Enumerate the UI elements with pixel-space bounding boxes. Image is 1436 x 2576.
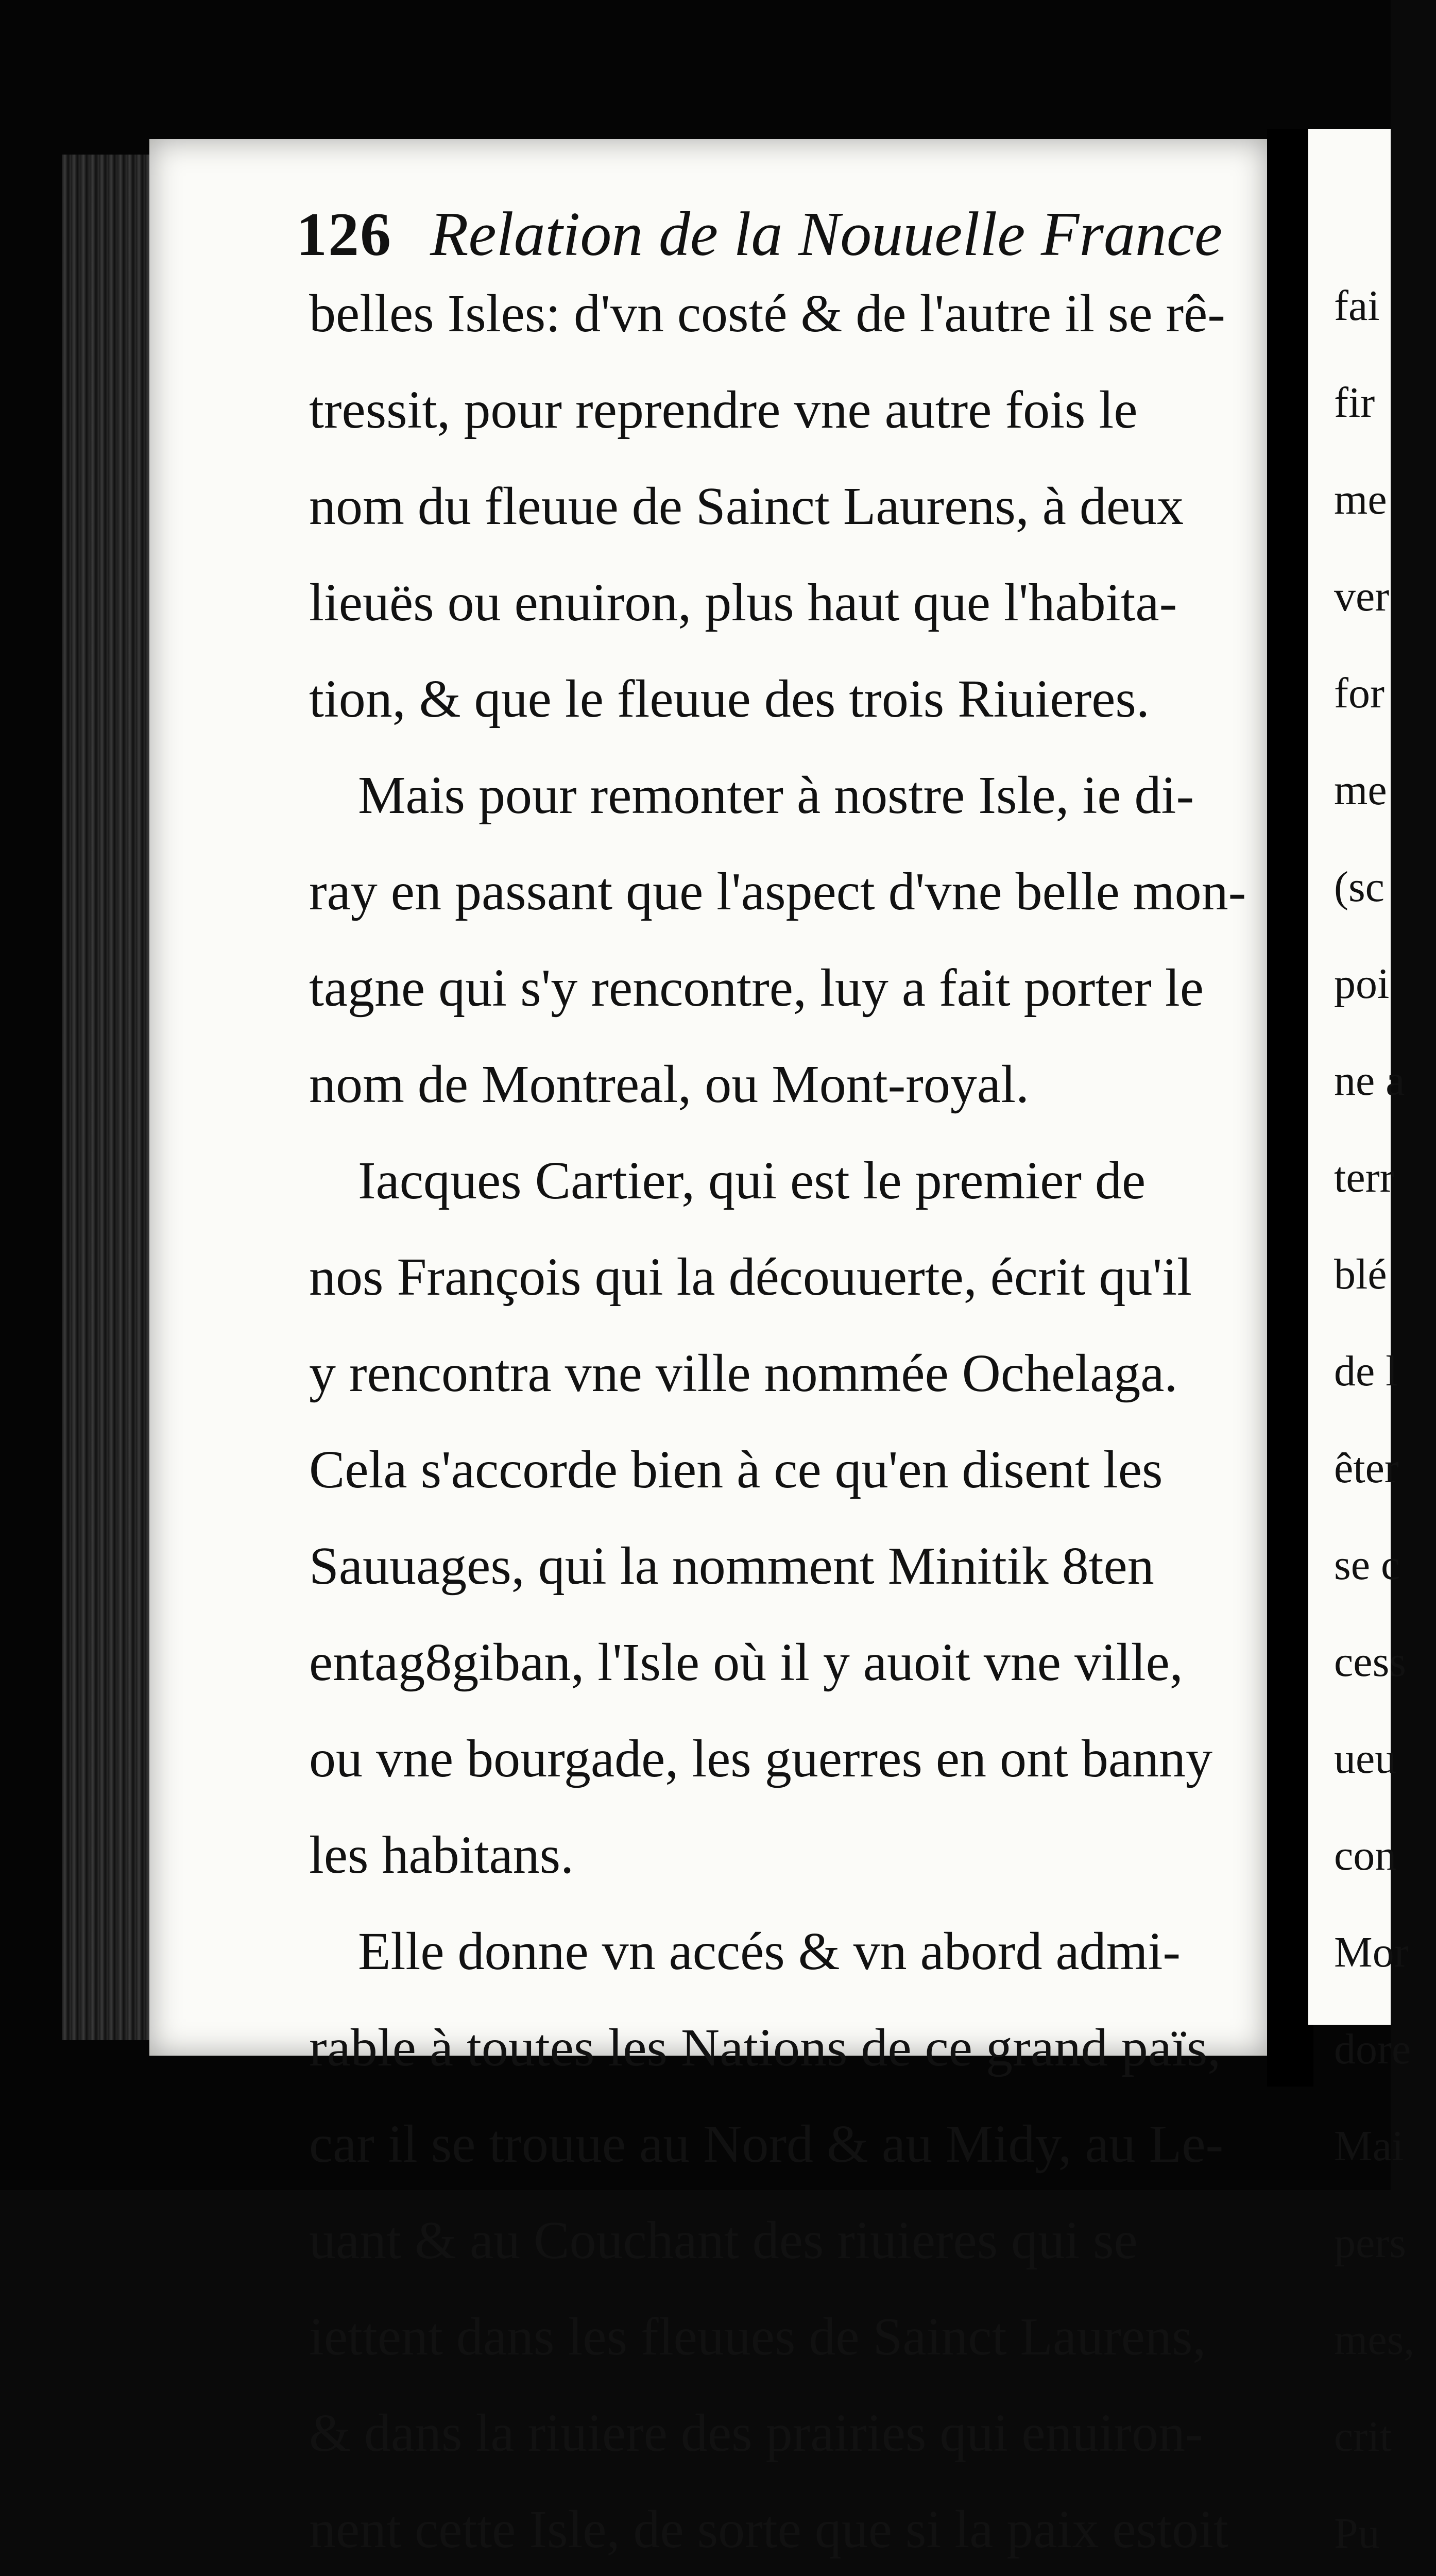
facing-page-fragment: crit bbox=[1334, 2413, 1392, 2461]
text-line: nom du fleuue de Sainct Laurens, à deux bbox=[309, 477, 1184, 536]
book-binding-edge bbox=[62, 155, 160, 2040]
text-line: Cela s'accorde bien à ce qu'en disent les bbox=[309, 1440, 1163, 1499]
text-line: tion, & que le fleuue des trois Riuieres. bbox=[309, 669, 1150, 728]
text-line: uant & au Couchant des riuieres qui se bbox=[309, 2211, 1138, 2270]
text-line: ray en passant que l'aspect d'vne belle mon- bbox=[309, 862, 1246, 921]
facing-page-fragment: ne a bbox=[1334, 1057, 1405, 1105]
facing-page-fragment: se c bbox=[1334, 1541, 1400, 1589]
facing-page-fragment: Mor bbox=[1334, 1928, 1409, 1976]
page-gutter bbox=[1267, 129, 1313, 2087]
facing-page-fragment: blé bbox=[1334, 1250, 1387, 1298]
facing-page-fragment: dore bbox=[1334, 2025, 1411, 2073]
facing-page-fragment: pers bbox=[1334, 2219, 1406, 2267]
facing-page-fragment: Pu bbox=[1334, 2510, 1380, 2557]
running-title: Relation de la Nouuelle France bbox=[430, 199, 1223, 269]
paragraph-start-line: Mais pour remonter à nostre Isle, ie di- bbox=[358, 766, 1194, 825]
facing-page-fragment: (sc bbox=[1334, 863, 1384, 911]
paragraph-start-line: Iacques Cartier, qui est le premier de bbox=[358, 1151, 1146, 1210]
facing-page-fragment: terr bbox=[1334, 1154, 1394, 1201]
facing-page-fragment: con bbox=[1334, 1832, 1397, 1879]
text-line: iettent dans les fleuues de Sainct Laurens, bbox=[309, 2307, 1206, 2366]
text-line: tressit, pour reprendre vne autre fois le bbox=[309, 380, 1138, 439]
text-line: entag8giban, l'Isle où il y auoit vne ville, bbox=[309, 1633, 1183, 1692]
text-line: lieuës ou enuiron, plus haut que l'habita- bbox=[309, 573, 1177, 632]
facing-page-fragment: me bbox=[1334, 476, 1387, 523]
text-line: y rencontra vne ville nommée Ochelaga. bbox=[309, 1344, 1178, 1403]
facing-page-text bbox=[1334, 258, 1415, 2576]
facing-page-fragment: ueu bbox=[1334, 1735, 1397, 1783]
text-line: ou vne bourgade, les guerres en ont banny bbox=[309, 1729, 1213, 1788]
paragraph-start-line: Elle donne vn accés & vn abord admi- bbox=[358, 1922, 1181, 1981]
text-line: & dans la riuiere des prairies qui enuiron- bbox=[309, 2403, 1203, 2463]
facing-page-fragment: me bbox=[1334, 766, 1387, 814]
facing-page-fragment: êter bbox=[1334, 1444, 1399, 1492]
facing-page-fragment: Mai bbox=[1334, 2122, 1404, 2170]
facing-page-fragment: fir bbox=[1334, 379, 1375, 427]
text-line: nos François qui la découuerte, écrit qu'il bbox=[309, 1247, 1192, 1307]
facing-page-fragment: ver bbox=[1334, 572, 1390, 620]
text-line: belles Isles: d'vn costé & de l'autre il se rê- bbox=[309, 284, 1225, 343]
text-line: nom de Montreal, ou Mont-royal. bbox=[309, 1055, 1029, 1114]
body-text bbox=[309, 265, 1246, 2576]
facing-page-fragment: de l bbox=[1334, 1347, 1398, 1395]
facing-page-fragment: poi bbox=[1334, 960, 1390, 1008]
text-line: car il se trouue au Nord & au Midy, au Le- bbox=[309, 2114, 1224, 2174]
text-line: nent cette Isle, de sorte que si la paix estoit bbox=[309, 2500, 1228, 2559]
text-line: Sauuages, qui la nomment Minitik 8ten bbox=[309, 1536, 1154, 1596]
facing-page-fragment: mes, bbox=[1334, 2316, 1415, 2364]
text-line: rable à toutes les Nations de ce grand païs, bbox=[309, 2018, 1221, 2077]
page-number: 126 bbox=[296, 200, 392, 268]
facing-page-fragment: cess bbox=[1334, 1638, 1406, 1686]
facing-page-fragment: for bbox=[1334, 669, 1384, 717]
facing-page-fragment: fai bbox=[1334, 282, 1380, 330]
text-line: tagne qui s'y rencontre, luy a fait porter le bbox=[309, 958, 1204, 1018]
text-line: les habitans. bbox=[309, 1825, 574, 1885]
